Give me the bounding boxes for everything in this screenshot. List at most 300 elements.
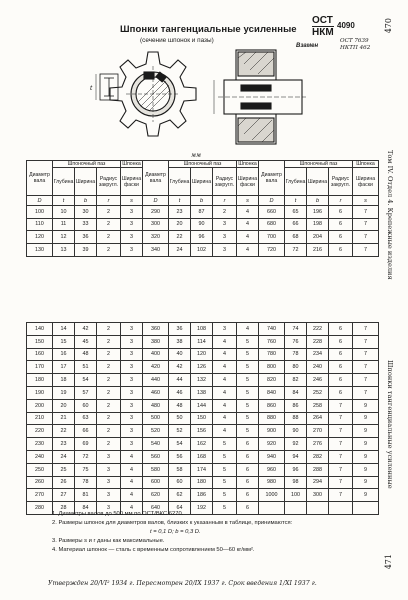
table-cell: 26 — [53, 476, 75, 489]
table-cell: 264 — [307, 412, 329, 425]
table-cell: 126 — [191, 361, 213, 374]
table-cell: 3 — [121, 438, 143, 451]
table-cell: 6 — [329, 243, 353, 256]
table-cell: 9 — [353, 450, 379, 463]
table-cell: 138 — [191, 386, 213, 399]
table-cell: 3 — [121, 218, 143, 231]
key-dimensions-table-bottom — [26, 322, 379, 515]
table-cell: 6 — [237, 489, 259, 502]
symbol-b: b — [307, 196, 329, 206]
header-key: Шпонка — [122, 161, 141, 167]
table-row — [27, 243, 379, 256]
table-cell: 78 — [75, 476, 97, 489]
table-cell: 168 — [191, 450, 213, 463]
table-cell: 4 — [121, 450, 143, 463]
note-2-formula: t = 0,1 D; b = 0,3 D. — [150, 529, 201, 535]
table-cell: 186 — [191, 489, 213, 502]
table-row — [27, 476, 379, 489]
table-cell: 18 — [53, 374, 75, 387]
table-cell: 258 — [307, 399, 329, 412]
table-cell: 42 — [169, 361, 191, 374]
table-cell: 87 — [191, 206, 213, 219]
table-cell: 5 — [237, 412, 259, 425]
header-chamfer: Ширина фаски — [237, 168, 259, 196]
table-cell: 10 — [53, 206, 75, 219]
table-cell: 800 — [259, 361, 285, 374]
table-cell: 50 — [169, 412, 191, 425]
page-title: Шпонки тангенциальные усиленные — [120, 24, 297, 35]
table-cell: 3 — [121, 386, 143, 399]
note-2: 2. Размеры шпонок для диаметров валов, близких к указанным в таблице, принимаются: — [52, 520, 293, 526]
table-cell: 2 — [97, 243, 121, 256]
table-cell: 3 — [121, 412, 143, 425]
table-cell: 4 — [213, 348, 237, 361]
table-cell: 4 — [237, 243, 259, 256]
table-cell: 4 — [213, 386, 237, 399]
header-radius: Радиус закругл. — [213, 168, 237, 196]
table-cell: 17 — [53, 361, 75, 374]
table-cell: 4 — [121, 476, 143, 489]
table-cell: 4 — [237, 218, 259, 231]
table-cell: 600 — [143, 476, 169, 489]
table-cell: 98 — [285, 476, 307, 489]
table-cell: 540 — [143, 438, 169, 451]
table-cell: 22 — [53, 425, 75, 438]
table-row — [27, 399, 379, 412]
table-cell: 3 — [213, 231, 237, 244]
table-cell: 3 — [121, 243, 143, 256]
table-cell: 620 — [143, 489, 169, 502]
table-cell: 9 — [353, 463, 379, 476]
header-depth: Глубина — [169, 168, 191, 196]
header-diameter: Диаметр вала — [27, 161, 53, 196]
table-cell: 2 — [97, 399, 121, 412]
table-cell: 51 — [75, 361, 97, 374]
table-cell: 72 — [285, 243, 307, 256]
table-cell: 1000 — [259, 489, 285, 502]
table-cell: 40 — [169, 348, 191, 361]
table-cell: 2 — [97, 231, 121, 244]
table-cell: 162 — [191, 438, 213, 451]
table-cell: 3 — [213, 243, 237, 256]
table-cell: 4 — [213, 374, 237, 387]
table-cell: 700 — [259, 231, 285, 244]
note-1: 1. Диаметры валов до 500 мм по ОСТ/ВКС 6270. — [52, 511, 184, 517]
table-cell: 42 — [75, 323, 97, 336]
standard-block — [296, 16, 374, 66]
table-cell: 19 — [53, 386, 75, 399]
table-cell: 44 — [169, 374, 191, 387]
table-cell: 7 — [353, 231, 379, 244]
header-keyway: Шпоночный паз — [285, 161, 353, 168]
notes-block — [52, 510, 372, 555]
table-cell: 240 — [27, 450, 53, 463]
standard-nkm-label: НКМ — [312, 27, 334, 38]
table-cell: 400 — [143, 348, 169, 361]
header-chamfer: Ширина фаски — [121, 168, 143, 196]
table-row — [27, 463, 379, 476]
table-cell: 7 — [353, 361, 379, 374]
table-cell: 340 — [143, 243, 169, 256]
header-keyway: Шпоночный паз — [53, 161, 121, 168]
table-cell: 760 — [259, 335, 285, 348]
table-cell: 82 — [285, 374, 307, 387]
table-cell: 92 — [285, 438, 307, 451]
table-cell: 240 — [307, 361, 329, 374]
table-cell: 640 — [143, 502, 169, 515]
table-cell: 3 — [121, 206, 143, 219]
table-cell: 4 — [121, 463, 143, 476]
table-row — [27, 374, 379, 387]
table-cell: 3 — [121, 335, 143, 348]
table-cell: 58 — [169, 463, 191, 476]
header-depth: Глубина — [53, 168, 75, 196]
table-cell: 440 — [143, 374, 169, 387]
table-cell: 39 — [75, 243, 97, 256]
header-diameter: Диаметр вала — [259, 161, 285, 196]
symbol-t: t — [169, 196, 191, 206]
table-cell: 130 — [27, 243, 53, 256]
table-cell: 3 — [97, 463, 121, 476]
table-cell: 5 — [213, 489, 237, 502]
table-cell: 196 — [307, 206, 329, 219]
table-cell: 2 — [97, 361, 121, 374]
table-cell: 2 — [97, 425, 121, 438]
table-cell: 13 — [53, 243, 75, 256]
table-cell: 460 — [143, 386, 169, 399]
table-cell: 9 — [353, 476, 379, 489]
table-cell: 90 — [191, 218, 213, 231]
table-cell: 3 — [97, 450, 121, 463]
table-row — [27, 323, 379, 336]
table-cell: 9 — [353, 489, 379, 502]
table-cell: 7 — [329, 463, 353, 476]
table-cell: 25 — [53, 463, 75, 476]
table-row — [27, 348, 379, 361]
table-row — [27, 206, 379, 219]
table-cell: 23 — [169, 206, 191, 219]
table-cell: 7 — [329, 438, 353, 451]
table-cell: 9 — [353, 399, 379, 412]
table-cell: 860 — [259, 399, 285, 412]
table-cell: 5 — [237, 374, 259, 387]
table-cell: 840 — [259, 386, 285, 399]
table-cell: 820 — [259, 374, 285, 387]
header-radius: Радиус закругл. — [329, 168, 353, 196]
table-cell: 5 — [213, 502, 237, 515]
symbol-D: D — [259, 196, 285, 206]
page-number-top: 470 — [384, 18, 393, 34]
symbol-s: s — [237, 196, 259, 206]
approval-footer: Утвержден 20/VI² 1934 г. Пересмотрен 20/IX 1937 г. Срок введения 1/XI 1937 г. — [48, 580, 317, 587]
table-cell: 480 — [143, 399, 169, 412]
table-cell: 3 — [121, 348, 143, 361]
header-keyway: Шпоночный паз — [169, 161, 237, 168]
table-cell: 14 — [53, 323, 75, 336]
table-cell: 5 — [237, 386, 259, 399]
table-row — [27, 231, 379, 244]
table-cell: 420 — [143, 361, 169, 374]
table-cell: 9 — [353, 425, 379, 438]
table-cell: 69 — [75, 438, 97, 451]
table-cell: 2 — [97, 323, 121, 336]
table-cell: 174 — [191, 463, 213, 476]
table-cell: 720 — [259, 243, 285, 256]
table-cell: 36 — [75, 231, 97, 244]
table-cell: 100 — [285, 489, 307, 502]
symbol-D: D — [27, 196, 53, 206]
table-row — [27, 335, 379, 348]
table-cell: 3 — [121, 399, 143, 412]
table-cell: 90 — [285, 425, 307, 438]
margin-heading-section: Том IV. Отдел 4. Крепежные изделия — [386, 150, 394, 280]
table-cell: 3 — [121, 231, 143, 244]
header-chamfer: Ширина фаски — [353, 168, 379, 196]
table-cell: 27 — [53, 489, 75, 502]
table-cell: 580 — [143, 463, 169, 476]
table-cell: 48 — [169, 399, 191, 412]
table-cell: 22 — [169, 231, 191, 244]
table-cell: 120 — [191, 348, 213, 361]
table-cell: 920 — [259, 438, 285, 451]
table-cell: 4 — [213, 335, 237, 348]
table-cell: 3 — [121, 425, 143, 438]
table-cell: 156 — [191, 425, 213, 438]
table-row — [27, 450, 379, 463]
table-cell: 5 — [213, 438, 237, 451]
table-cell: 110 — [27, 218, 53, 231]
table-cell: 150 — [191, 412, 213, 425]
table-cell: 5 — [237, 425, 259, 438]
table-cell: 7 — [329, 450, 353, 463]
table-row — [27, 425, 379, 438]
table-cell: 170 — [27, 361, 53, 374]
table-cell: 2 — [97, 335, 121, 348]
table-cell: 7 — [353, 323, 379, 336]
table-cell: 220 — [27, 425, 53, 438]
table-cell: 72 — [75, 450, 97, 463]
table-cell: 300 — [307, 489, 329, 502]
table-cell: 360 — [143, 323, 169, 336]
table-cell: 78 — [285, 348, 307, 361]
table-cell: 20 — [169, 218, 191, 231]
table-cell: 500 — [143, 412, 169, 425]
table-cell: 21 — [53, 412, 75, 425]
table-row — [27, 386, 379, 399]
table-cell: 60 — [169, 476, 191, 489]
table-cell: 520 — [143, 425, 169, 438]
table-cell: 84 — [75, 502, 97, 515]
table-cell: 234 — [307, 348, 329, 361]
table-cell: 100 — [27, 206, 53, 219]
table-cell: 9 — [353, 412, 379, 425]
table-cell: 4 — [237, 206, 259, 219]
table-cell: 150 — [27, 335, 53, 348]
table-cell: 270 — [27, 489, 53, 502]
table-cell: 276 — [307, 438, 329, 451]
table-cell: 3 — [213, 323, 237, 336]
table-cell: 62 — [169, 489, 191, 502]
table-cell: 6 — [237, 463, 259, 476]
table-cell: 4 — [213, 399, 237, 412]
table-cell: 3 — [121, 374, 143, 387]
table-cell: 5 — [237, 361, 259, 374]
replaces-label: Взамен — [296, 43, 319, 49]
table-row — [27, 361, 379, 374]
table-cell: 300 — [143, 218, 169, 231]
table-cell: 7 — [329, 412, 353, 425]
key-section-drawing — [86, 44, 306, 154]
table-cell: 2 — [97, 386, 121, 399]
shaft-longitudinal-view — [214, 50, 306, 144]
table-cell: 3 — [121, 361, 143, 374]
table-cell: 210 — [27, 412, 53, 425]
table-cell: 960 — [259, 463, 285, 476]
table-cell: 76 — [285, 335, 307, 348]
table-cell: 320 — [143, 231, 169, 244]
symbol-s: s — [353, 196, 379, 206]
table-cell: 96 — [191, 231, 213, 244]
symbol-r: r — [213, 196, 237, 206]
table-cell: 4 — [213, 361, 237, 374]
table-cell: 30 — [75, 206, 97, 219]
table-cell: 204 — [307, 231, 329, 244]
table-cell: 5 — [237, 348, 259, 361]
table-cell: 5 — [213, 463, 237, 476]
symbol-r: r — [97, 196, 121, 206]
table-cell: 7 — [353, 206, 379, 219]
table-cell: 3 — [97, 489, 121, 502]
table-cell: 3 — [213, 218, 237, 231]
table-cell: 144 — [191, 399, 213, 412]
table-cell: 6 — [329, 361, 353, 374]
table-cell: 120 — [27, 231, 53, 244]
table-cell: 288 — [307, 463, 329, 476]
dimension-t-label: t — [90, 85, 93, 92]
table-cell: 2 — [97, 412, 121, 425]
table-cell: 160 — [27, 348, 53, 361]
table-cell: 64 — [169, 502, 191, 515]
table-cell: 80 — [285, 361, 307, 374]
table-cell: 380 — [143, 335, 169, 348]
header-depth: Глубина — [285, 168, 307, 196]
table-cell: 4 — [121, 489, 143, 502]
table-cell: 102 — [191, 243, 213, 256]
page-subtitle: (сечение шпонок и пазы) — [140, 37, 214, 44]
table-body-top — [27, 206, 379, 256]
table-cell: 260 — [27, 476, 53, 489]
table-cell: 6 — [237, 438, 259, 451]
table-cell: 7 — [329, 489, 353, 502]
table-cell: 560 — [143, 450, 169, 463]
standard-number: 4090 — [337, 21, 355, 30]
table-cell: 7 — [353, 374, 379, 387]
symbol-t: t — [53, 196, 75, 206]
table-row — [27, 438, 379, 451]
symbol-t: t — [285, 196, 307, 206]
table-cell: 192 — [191, 502, 213, 515]
table-cell: 20 — [53, 399, 75, 412]
unit-label: мм — [191, 152, 201, 159]
header-width: Ширина — [75, 168, 97, 196]
table-cell: 52 — [169, 425, 191, 438]
symbol-r: r — [329, 196, 353, 206]
table-cell: 75 — [75, 463, 97, 476]
table-cell: 2 — [97, 374, 121, 387]
table-cell: 81 — [75, 489, 97, 502]
table-cell: 5 — [213, 476, 237, 489]
table-cell: 114 — [191, 335, 213, 348]
table-cell: 7 — [353, 335, 379, 348]
table-cell: 280 — [27, 502, 53, 515]
table-cell: 5 — [213, 450, 237, 463]
symbol-b: b — [75, 196, 97, 206]
table-cell: 57 — [75, 386, 97, 399]
table-cell: 48 — [75, 348, 97, 361]
table-cell: 6 — [329, 348, 353, 361]
table-cell: 24 — [169, 243, 191, 256]
table-cell: 2 — [97, 206, 121, 219]
table-cell: 28 — [53, 502, 75, 515]
table-cell: 5 — [237, 399, 259, 412]
symbol-D: D — [143, 196, 169, 206]
table-cell: 4 — [213, 412, 237, 425]
table-cell: 7 — [353, 348, 379, 361]
table-cell: 45 — [75, 335, 97, 348]
table-cell: 12 — [53, 231, 75, 244]
table-cell: 294 — [307, 476, 329, 489]
table-cell: 24 — [53, 450, 75, 463]
table-cell: 4 — [121, 502, 143, 515]
table-cell: 56 — [169, 450, 191, 463]
table-cell: 16 — [53, 348, 75, 361]
table-cell: 108 — [191, 323, 213, 336]
table-cell: 6 — [329, 386, 353, 399]
table-cell: 94 — [285, 450, 307, 463]
table-cell: 680 — [259, 218, 285, 231]
shaft-cross-section — [110, 52, 196, 136]
table-body-bottom — [27, 323, 379, 515]
table-cell: 3 — [97, 476, 121, 489]
replaces-ost: ОСТ 7639 — [340, 38, 369, 44]
header-diameter: Диаметр вала — [143, 161, 169, 196]
header-width: Ширина — [307, 168, 329, 196]
table-cell: 252 — [307, 386, 329, 399]
table-cell: 88 — [285, 412, 307, 425]
key-dimensions-table-top — [26, 160, 379, 257]
table-cell: 7 — [353, 386, 379, 399]
table-cell: 6 — [329, 374, 353, 387]
table-cell: 132 — [191, 374, 213, 387]
table-cell: 5 — [237, 335, 259, 348]
table-cell: 198 — [307, 218, 329, 231]
table-cell: 7 — [353, 243, 379, 256]
table-cell: 6 — [329, 335, 353, 348]
table-cell: 74 — [285, 323, 307, 336]
table-cell: 6 — [237, 502, 259, 515]
table-cell: 290 — [143, 206, 169, 219]
table-cell: 15 — [53, 335, 75, 348]
table-cell: 250 — [27, 463, 53, 476]
table-cell: 68 — [285, 231, 307, 244]
table-cell: 6 — [329, 218, 353, 231]
table-cell: 2 — [97, 348, 121, 361]
table-cell: 9 — [353, 438, 379, 451]
table-cell: 66 — [75, 425, 97, 438]
table-cell: 63 — [75, 412, 97, 425]
table-cell: 6 — [237, 476, 259, 489]
table-cell: 2 — [97, 438, 121, 451]
